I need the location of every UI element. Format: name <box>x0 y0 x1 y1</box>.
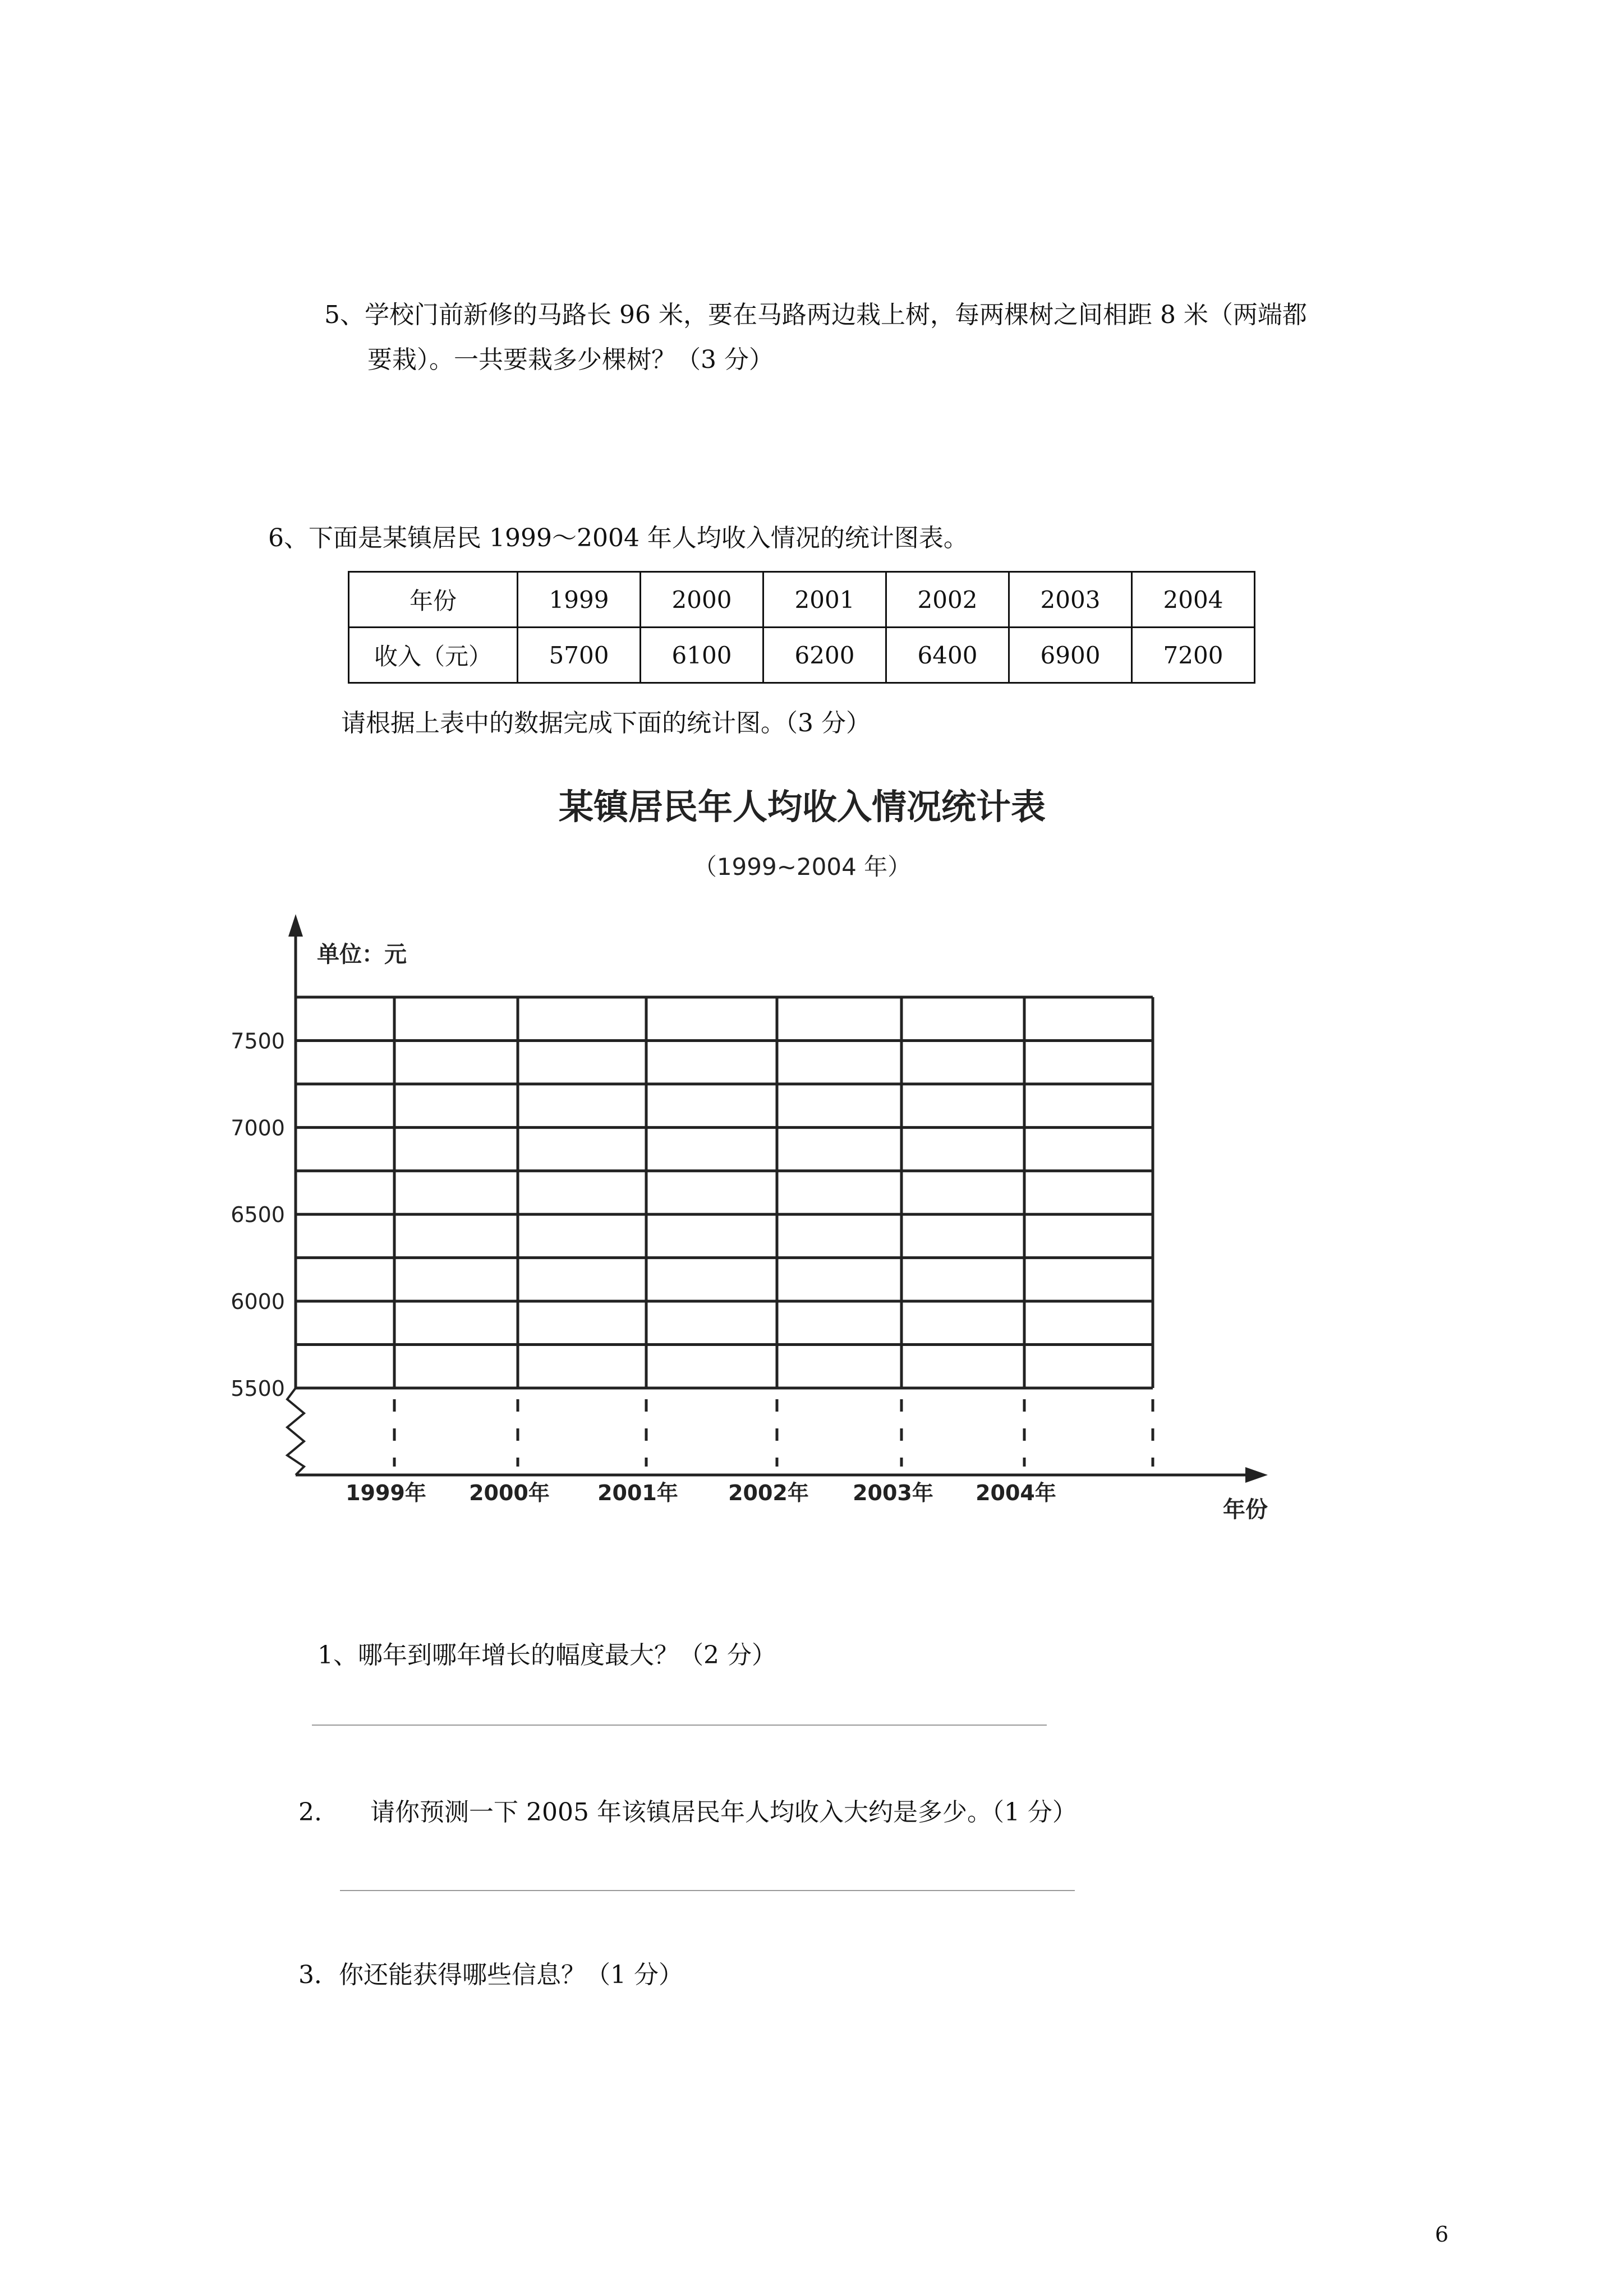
y-tick-label: 7500 <box>231 1029 285 1054</box>
q6-intro: 6、下面是某镇居民 1999～2004 年人均收入情况的统计图表。 <box>268 524 968 552</box>
table-cell-income: 5700 <box>518 628 641 683</box>
x-tick-label: 1999年 <box>346 1481 426 1505</box>
x-tick-label: 2000年 <box>469 1481 550 1505</box>
sub-question-2: 请你预测一下 2005 年该镇居民年人均收入大约是多少。（1 分） <box>370 1798 1077 1827</box>
table-cell-year: 2002 <box>886 572 1009 628</box>
table-cell-year: 1999 <box>518 572 641 628</box>
table-cell-income: 7200 <box>1132 628 1255 683</box>
chart-title: 某镇居民年人均收入情况统计表 <box>558 786 1046 827</box>
x-tick-label: 2001年 <box>597 1481 678 1505</box>
y-tick-label: 5500 <box>231 1376 285 1401</box>
table-cell-income: 6400 <box>886 628 1009 683</box>
sub-question-3: 3．你还能获得哪些信息？（1 分） <box>298 1961 683 1989</box>
q5-line-2: 要栽）。一共要栽多少棵树？（3 分） <box>367 345 774 374</box>
q6-instruction: 请根据上表中的数据完成下面的统计图。（3 分） <box>341 709 871 737</box>
x-tick-labels <box>346 1481 1056 1505</box>
sub-question-1: 1、哪年到哪年增长的幅度最大？（2 分） <box>318 1641 776 1670</box>
y-axis-unit-label: 单位：元 <box>317 942 407 967</box>
table-cell-year: 2004 <box>1132 572 1255 628</box>
y-tick-label: 7000 <box>231 1115 285 1141</box>
sub-question-2-number: 2. <box>298 1798 322 1827</box>
table-header-year: 年份 <box>349 572 518 628</box>
x-axis-label: 年份 <box>1223 1497 1268 1523</box>
answer-line-2[interactable] <box>340 1890 1075 1891</box>
table-cell-year: 2003 <box>1009 572 1132 628</box>
table-cell-income: 6900 <box>1009 628 1132 683</box>
x-tick-label: 2002年 <box>728 1481 809 1505</box>
y-tick-labels <box>231 1029 285 1401</box>
income-table <box>348 571 1255 684</box>
y-tick-label: 6500 <box>231 1202 285 1228</box>
chart-grid <box>296 997 1153 1467</box>
axis-break-icon <box>287 1388 304 1475</box>
income-chart <box>219 763 1285 1537</box>
table-cell-income: 6200 <box>763 628 886 683</box>
table-cell-year: 2001 <box>763 572 886 628</box>
page-number: 6 <box>1435 2222 1449 2247</box>
table-row-years <box>349 572 1255 628</box>
table-row-income <box>349 628 1255 683</box>
q5-line-1: 5、学校门前新修的马路长 96 米，要在马路两边栽上树，每两棵树之间相距 8 米（两端都 <box>324 301 1307 329</box>
table-cell-year: 2000 <box>641 572 763 628</box>
x-tick-label: 2004年 <box>976 1481 1056 1505</box>
answer-line-1[interactable] <box>312 1725 1047 1726</box>
table-cell-income: 6100 <box>641 628 763 683</box>
y-axis-arrow-icon <box>288 914 303 937</box>
x-tick-label: 2003年 <box>853 1481 933 1505</box>
y-tick-label: 6000 <box>231 1289 285 1315</box>
x-axis-arrow-icon <box>1245 1467 1268 1483</box>
chart-subtitle: （1999~2004 年） <box>693 853 912 880</box>
table-header-income: 收入（元） <box>349 628 518 683</box>
